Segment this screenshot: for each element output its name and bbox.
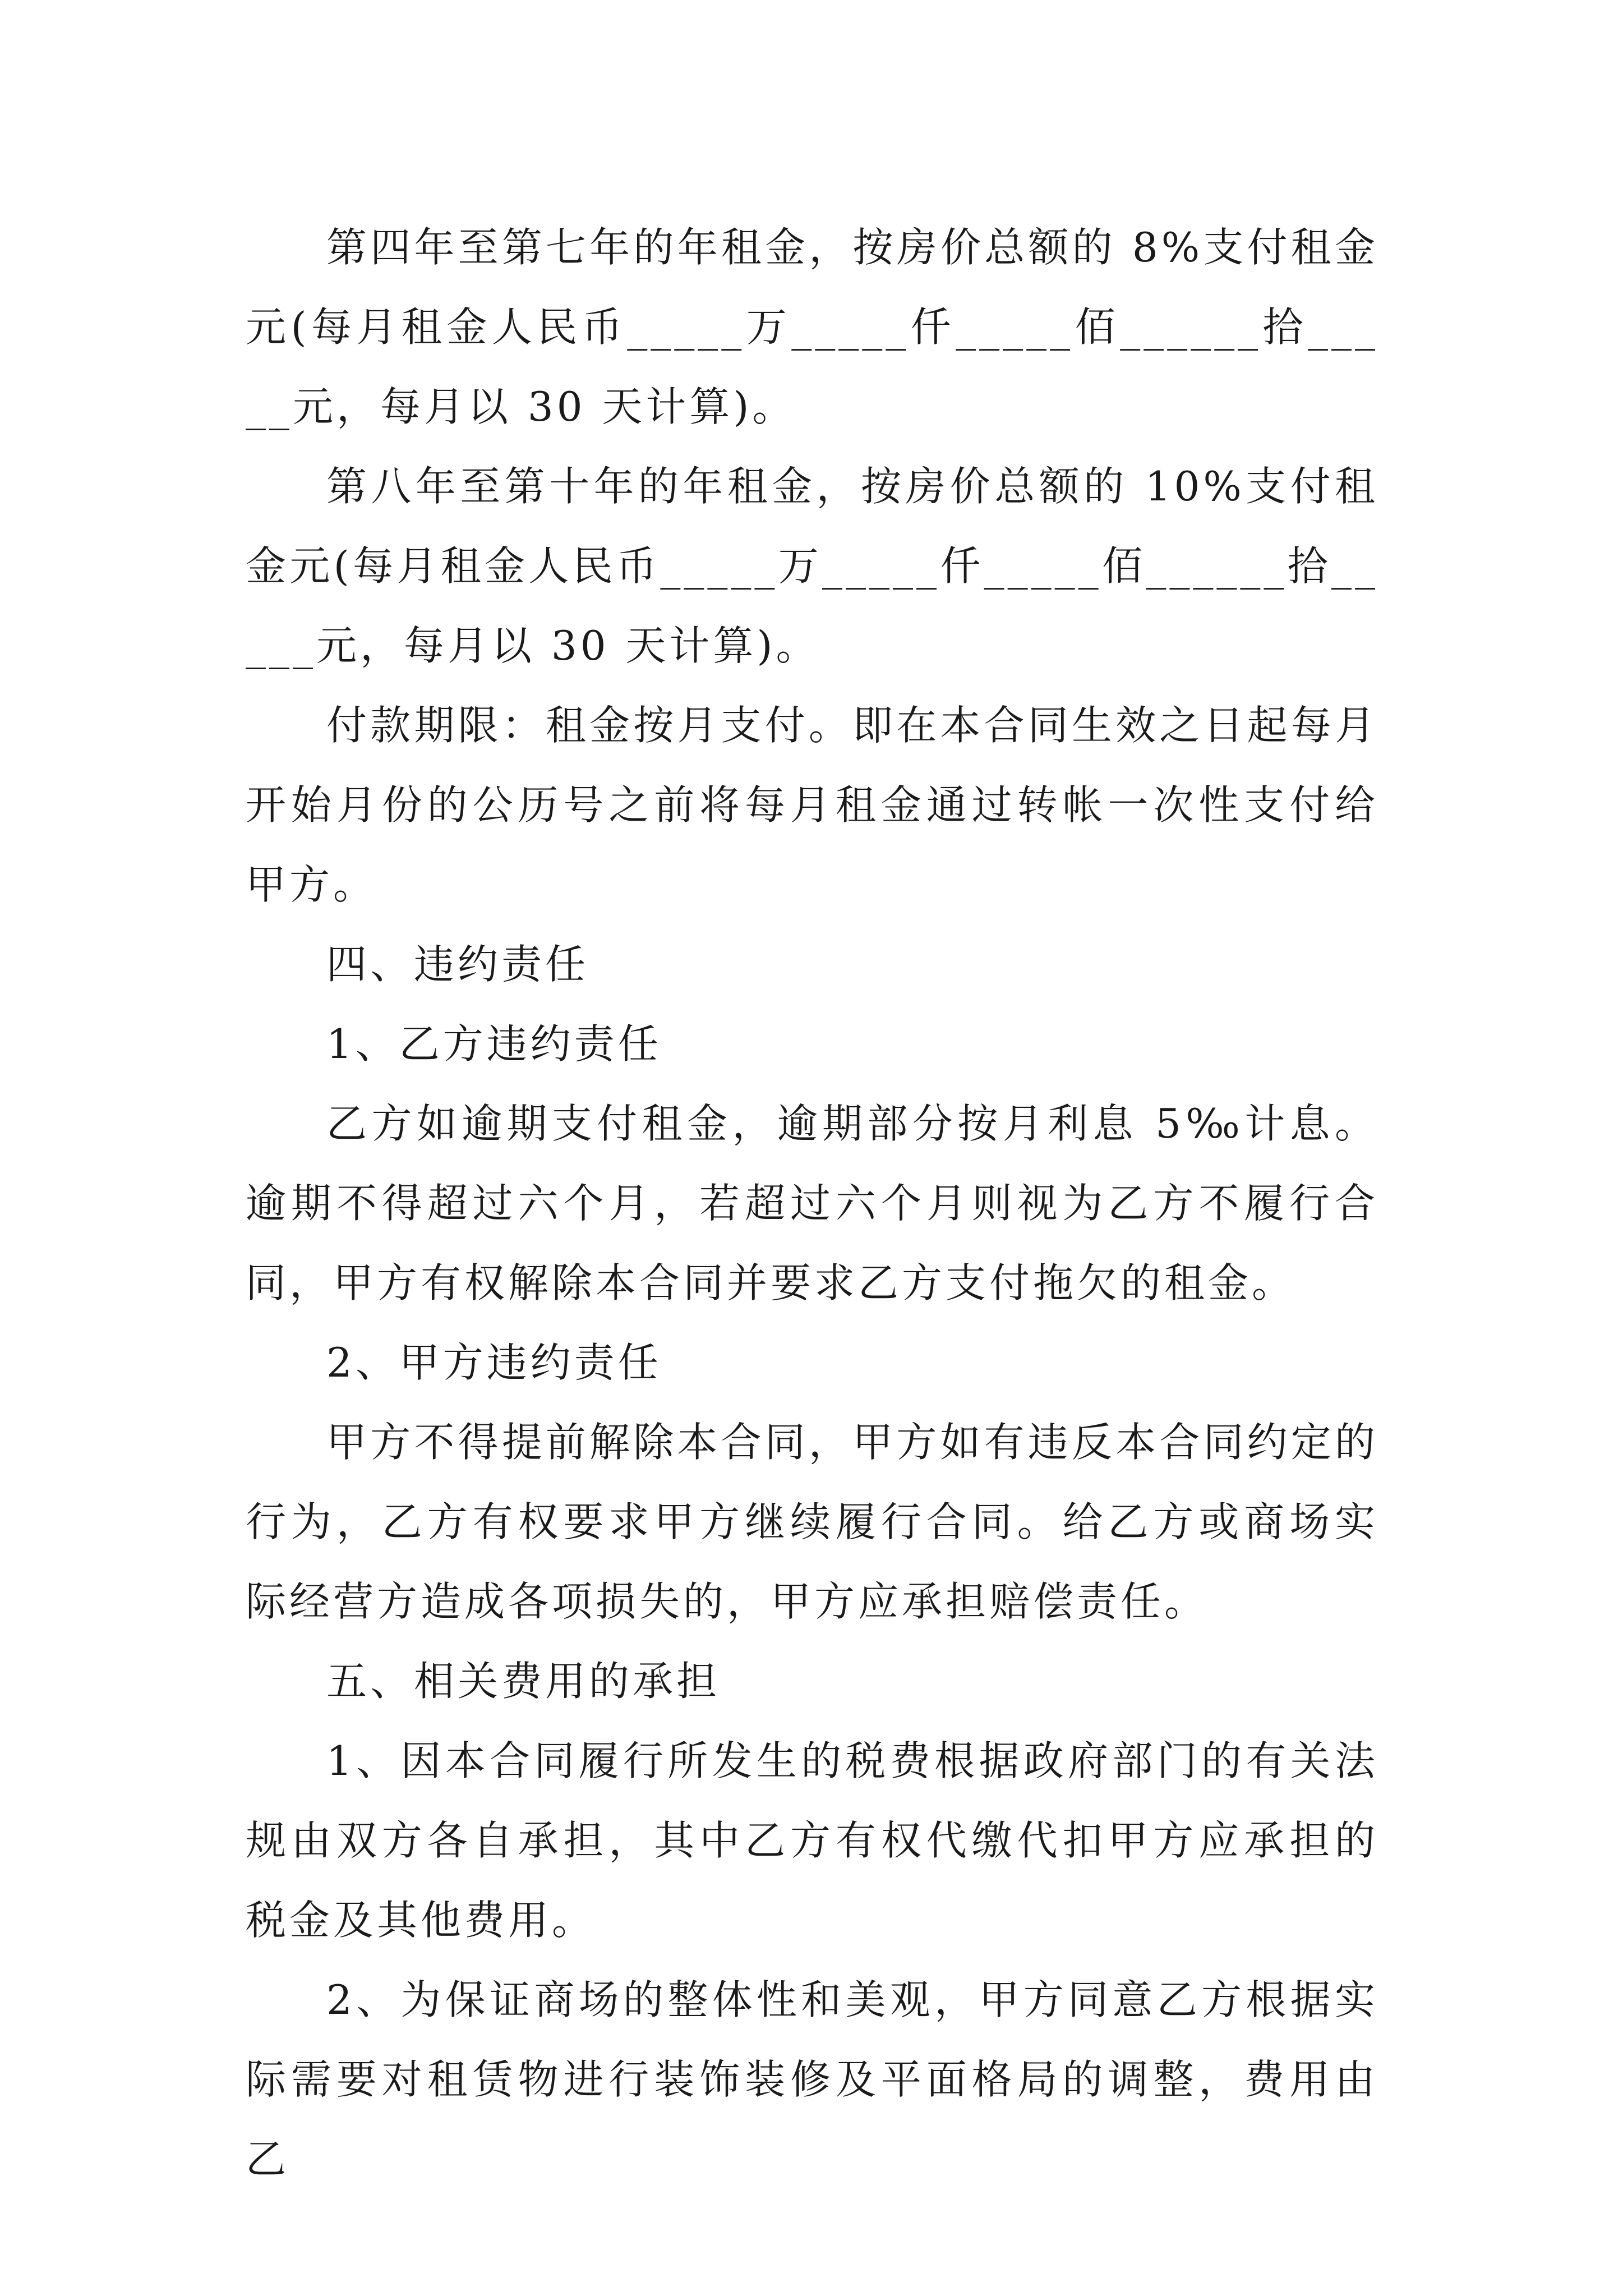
subheading-party-a-breach: 2、甲方违约责任 — [326, 1339, 662, 1386]
paragraph-decoration: 2、为保证商场的整体性和美观，甲方同意乙方根据实际需要对租赁物进行装饰装修及平面格局的调整，费用由乙 — [246, 1976, 1378, 2183]
paragraph-rent-years-8-10: 第八年至第十年的年租金，按房价总额的 10%支付租金元(每月租金人民币_____万_____仟_____佰______拾_____元，每月以 30 天计算)。 — [246, 463, 1378, 669]
section-heading-fees: 五、相关费用的承担 — [326, 1658, 721, 1705]
subheading-party-b-breach: 1、乙方违约责任 — [326, 1020, 662, 1068]
paragraph-party-b-breach: 乙方如逾期支付租金，逾期部分按月利息 5‰计息。逾期不得超过六个月，若超过六个月则视为乙方不履行合同，甲方有权解除本合同并要求乙方支付拖欠的租金。 — [246, 1100, 1378, 1306]
paragraph-party-a-breach: 甲方不得提前解除本合同，甲方如有违反本合同约定的行为，乙方有权要求甲方继续履行合同。给乙方或商场实际经营方造成各项损失的，甲方应承担赔偿责任。 — [246, 1419, 1378, 1625]
paragraph-rent-years-4-7: 第四年至第七年的年租金，按房价总额的 8%支付租金元(每月租金人民币_____万_____仟_____佰______拾_____元，每月以 30 天计算)。 — [246, 224, 1378, 430]
paragraph-taxes: 1、因本合同履行所发生的税费根据政府部门的有关法规由双方各自承担，其中乙方有权代缴代扣甲方应承担的税金及其他费用。 — [246, 1737, 1378, 1944]
section-heading-breach-liability: 四、违约责任 — [326, 941, 589, 988]
document-body — [246, 208, 1378, 2199]
paragraph-payment-term: 付款期限：租金按月支付。即在本合同生效之日起每月开始月份的公历号之前将每月租金通过转帐一次性支付给甲方。 — [246, 702, 1378, 908]
